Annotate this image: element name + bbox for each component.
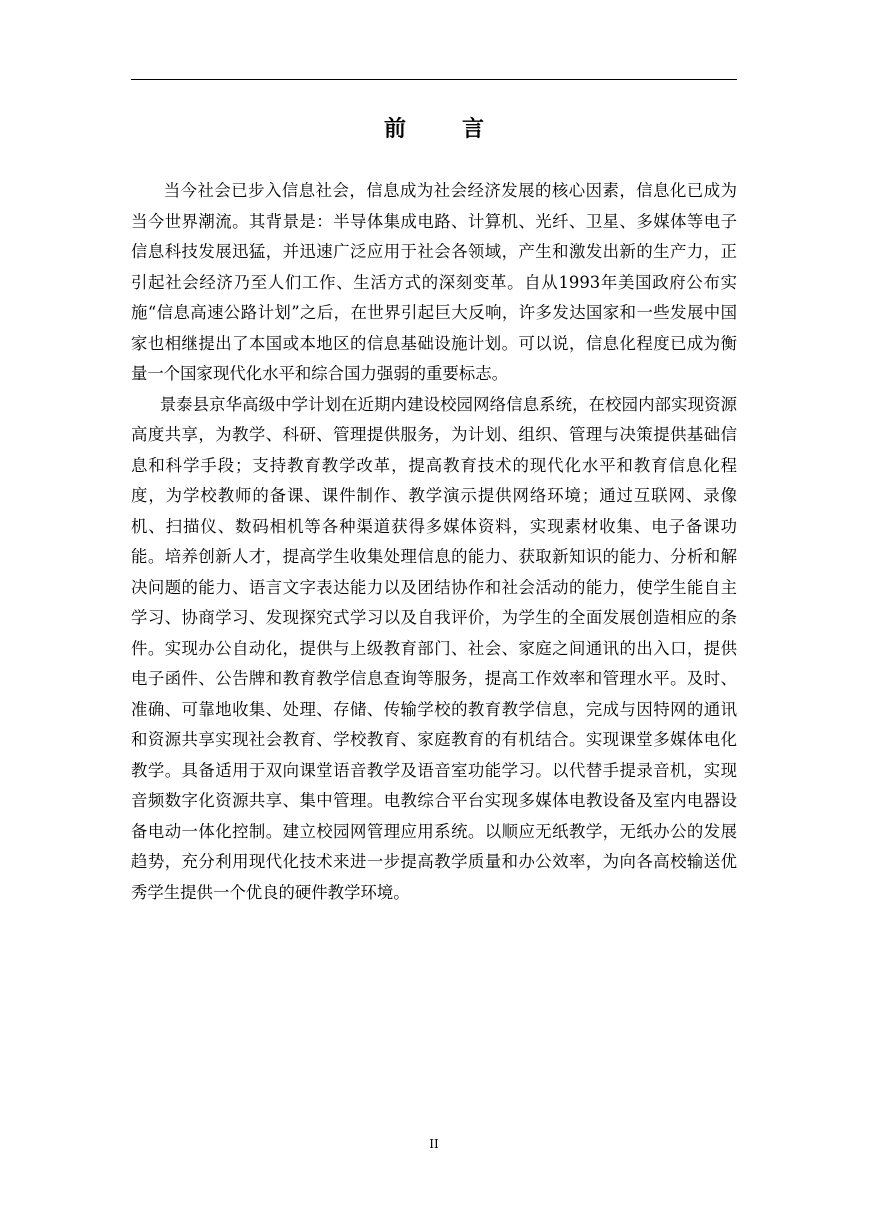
header-rule	[131, 79, 737, 80]
paragraph-campus-network-plan: 景泰县京华高级中学计划在近期内建设校园网络信息系统，在校园内部实现资源高度共享，为教学、科研、管理提供服务，为计划、组织、管理与决策提供基础信息和科学手段；支持教育教学改革，提高教育技术的现代化水平和教育信息化程度，为学校教师的备课、课件制作、教学演示提供网络环境；通过互联网、录像机、扫描仪、数码相机等各种渠道获得多媒体资料，实现素材收集、电子备课功能。培养创新人才，提高学生收集处理信息的能力、获取新知识的能力、分析和解决问题的能力、语言文字表达能力以及团结协作和社会活动的能力，使学生能自主学习、协商学习、发现探究式学习以及自我评价，为学生的全面发展创造相应的条件。实现办公自动化，提供与上级教育部门、社会、家庭之间通讯的出入口，提供电子函件、公告牌和教育教学信息查询等服务，提高工作效率和管理水平。及时、准确、可靠地收集、处理、存储、传输学校的教育教学信息，完成与因特网的通讯和资源共享实现社会教育、学校教育、家庭教育的有机结合。实现课堂多媒体电化教学。具备适用于双向课堂语音教学及语音室功能学习。以代替手提录音机，实现音频数字化资源共享、集中管理。电教综合平台实现多媒体电教设备及室内电器设备电动一体化控制。建立校园网管理应用系统。以顺应无纸教学，无纸办公的发展趋势，充分利用现代化技术来进一步提高教学质量和办公效率，为向各高校输送优秀学生提供一个优良的硬件教学环境。	[131, 394, 737, 902]
body-text	[131, 176, 737, 908]
paragraph-background: 当今社会已步入信息社会，信息成为社会经济发展的核心因素，信息化已成为当今世界潮流。其背景是：半导体集成电路、计算机、光纤、卫星、多媒体等电子信息科技发展迅猛，并迅速广泛应用于社会各领域，产生和激发出新的生产力，正引起社会经济乃至人们工作、生活方式的深刻变革。自从1993年美国政府公布实施“信息高速公路计划”之后，在世界引起巨大反响，许多发达国家和一些发展中国家也相继提出了本国或本地区的信息基础设施计划。可以说，信息化程度已成为衡量一个国家现代化水平和综合国力强弱的重要标志。	[131, 181, 737, 383]
page-number: II	[429, 1137, 439, 1151]
page-title: 前 言	[383, 116, 509, 142]
